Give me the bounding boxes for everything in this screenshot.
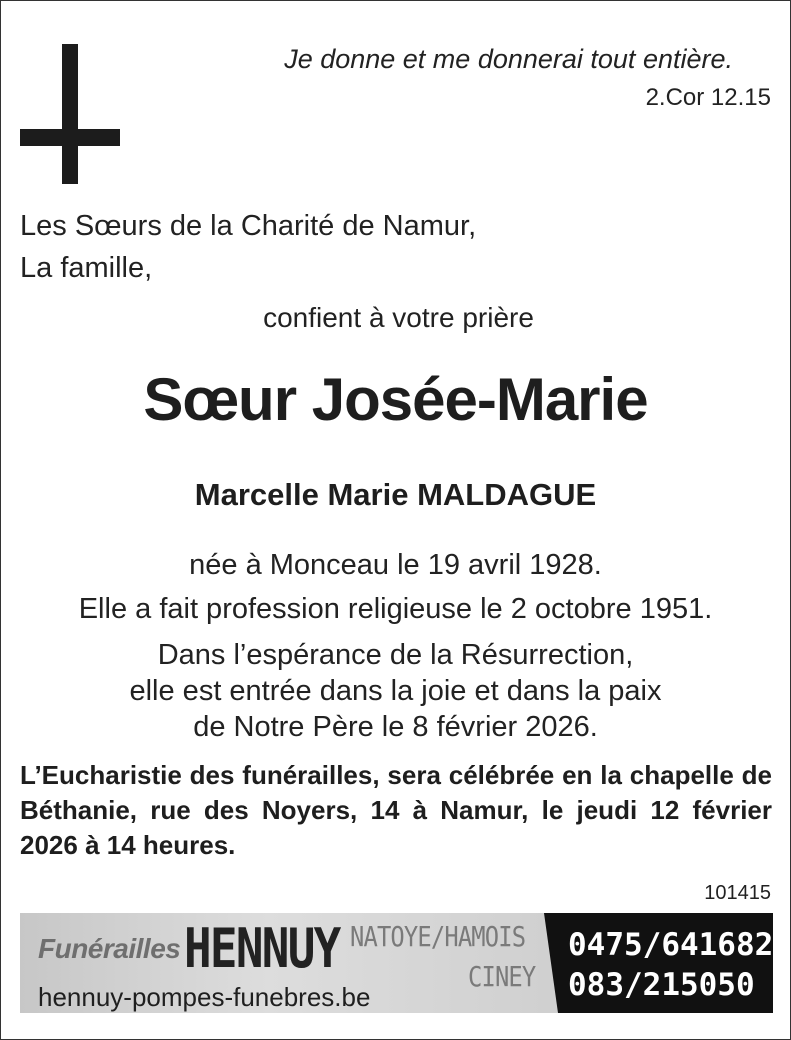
funeral-home-logo-area <box>20 913 572 1013</box>
announcer-sisters: Les Sœurs de la Charité de Namur, <box>20 210 477 242</box>
bible-verse-reference: 2.Cor 12.15 <box>645 84 771 111</box>
cross-icon <box>20 44 120 184</box>
announcement-intro-text: confient à votre prière <box>263 302 534 333</box>
funeral-details: L’Eucharistie des funérailles, sera célébrée en la chapelle de Béthanie, rue des Noyers, 14 à Namur, le jeudi 12 février 2026 à 14 heures. <box>20 760 772 860</box>
bible-verse: Je donne et me donnerai tout entière. <box>284 44 733 74</box>
death-date-line: de Notre Père le 8 février 2026. <box>193 711 598 743</box>
phone-mobile: 0475/641682 <box>568 927 774 963</box>
entered-joy-line: elle est entrée dans la joie et dans la paix <box>129 675 662 707</box>
funeral-home-banner <box>20 913 773 1013</box>
resurrection-line: Dans l’espérance de la Résurrection, <box>157 639 634 671</box>
deceased-religious-name: Sœur Josée-Marie <box>143 366 648 433</box>
profession-line: Elle a fait profession religieuse le 2 octobre 1951. <box>78 593 713 625</box>
funerailles-label: Funérailles <box>38 933 181 964</box>
birth-line: née à Monceau le 19 avril 1928. <box>189 549 602 581</box>
funeral-home-website: hennuy-pompes-funebres.be <box>38 982 371 1012</box>
phone-landline: 083/215050 <box>568 967 755 1003</box>
funeral-home-phones <box>558 913 773 1013</box>
announcement-intro <box>0 300 791 336</box>
announcer-family: La famille, <box>20 252 153 284</box>
deceased-civil-name: Marcelle Marie MALDAGUE <box>194 477 597 512</box>
funeral-home-town-ciney: CINEY <box>468 960 536 993</box>
reference-number: 101415 <box>704 882 771 904</box>
funeral-home-brand: HENNUY <box>184 917 340 980</box>
funeral-home-towns: NATOYE/HAMOIS <box>350 920 526 953</box>
